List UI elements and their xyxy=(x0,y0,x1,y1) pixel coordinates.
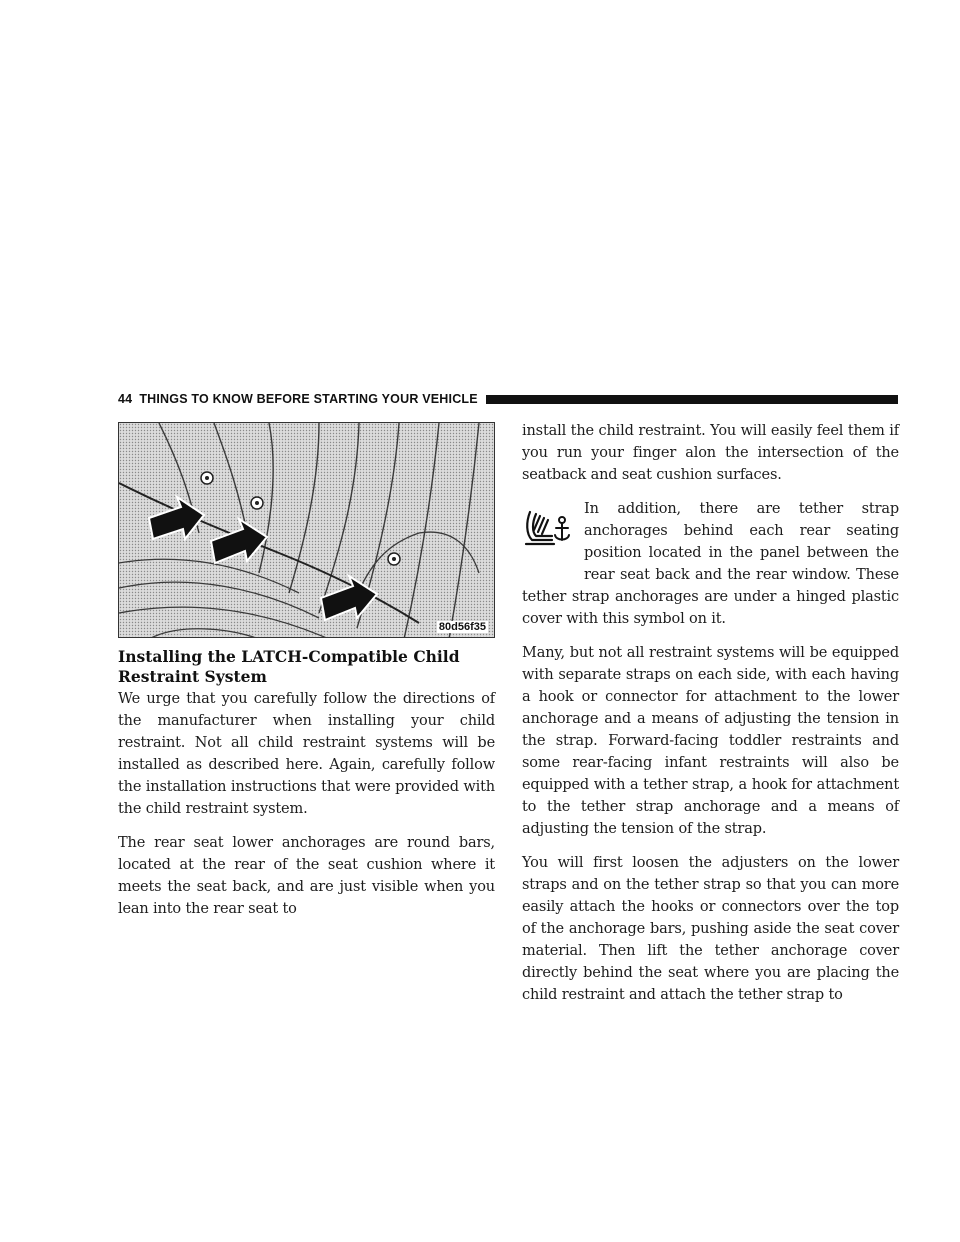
seat-anchorage-figure xyxy=(118,422,495,638)
page-header xyxy=(118,390,898,408)
child-seat-tether-anchor-icon xyxy=(522,506,572,572)
seat-anchor-arrows-illustration xyxy=(119,423,495,638)
paragraph-1: We urge that you carefully follow the directions of the manufacturer when installing your child restraint. Not all child restraint systems will be installed as described here. Again, carefully follow the installation instructions that were provided with the child restraint system. xyxy=(118,691,495,817)
page-number: 44 xyxy=(118,392,133,406)
tether-symbol-paragraph xyxy=(522,498,899,630)
paragraph-3: install the child restraint. You will easily feel them if you run your finger alon the intersection of the seatback and seat cushion surfaces. xyxy=(522,423,899,483)
section-title: THINGS TO KNOW BEFORE STARTING YOUR VEHICLE xyxy=(139,392,478,406)
paragraph-4: In addition, there are tether strap anchorages behind each rear seating position located in the panel between the rear seat back and the rear window. These tether strap anchorages are under a hinged plastic cover with this symbol on it. xyxy=(522,501,899,627)
right-column xyxy=(522,420,899,1018)
paragraph-6: You will first loosen the adjusters on the lower straps and on the tether strap so that you can more easily attach the hooks or connectors over the top of the anchorage bars, pushing aside the seat cover material. Then lift the tether anchorage cover directly behind the seat where you are placing the child restraint and attach the tether strap to xyxy=(522,855,899,1003)
section-heading: Installing the LATCH-Compatible Child Restraint System xyxy=(118,647,460,686)
left-column xyxy=(118,422,495,932)
figure-code: 80d56f35 xyxy=(438,621,486,633)
paragraph-5: Many, but not all restraint systems will be equipped with separate straps on each side, with each having a hook or connector for attachment to the lower anchorage and a means of adjusting the tension in the strap. Forward-facing toddler restraints and some rear-facing infant restraints will also be equipped with a tether strap, a hook for attachment to the tether strap anchorage and a means of adjusting the tension of the strap. xyxy=(522,645,899,837)
header-rule xyxy=(486,395,898,404)
paragraph-2: The rear seat lower anchorages are round bars, located at the rear of the seat cushion where it meets the seat back, and are just visible when you lean into the rear seat to xyxy=(118,835,495,917)
